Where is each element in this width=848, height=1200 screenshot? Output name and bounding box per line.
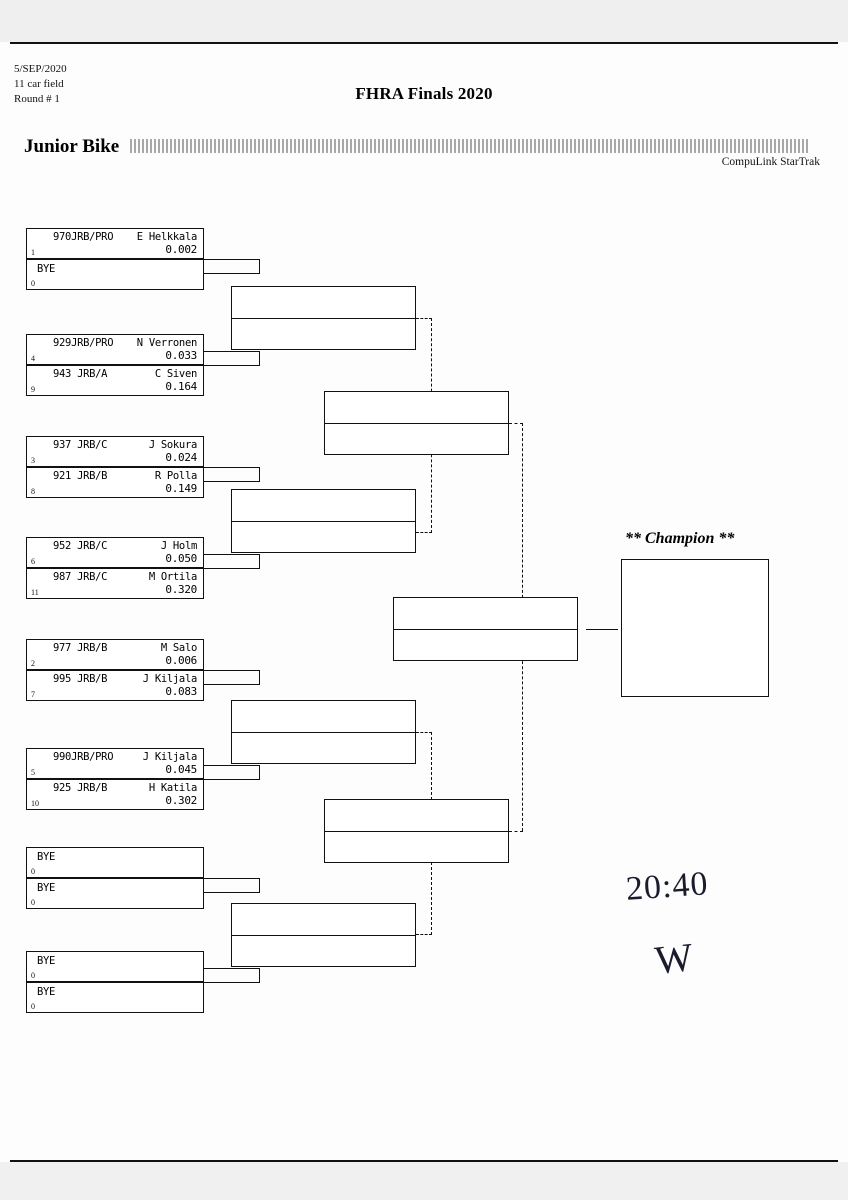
bracket-entry[interactable] xyxy=(26,748,204,779)
round2-slot-box[interactable] xyxy=(231,903,416,967)
entry-driver: E Helkkala xyxy=(136,231,197,243)
connector-line xyxy=(259,554,260,568)
bracket-entry[interactable] xyxy=(26,779,204,810)
connector-line xyxy=(204,568,260,569)
entry-et: 0.320 xyxy=(165,583,197,596)
connector-line xyxy=(259,765,260,779)
entry-et: 0.024 xyxy=(165,451,197,464)
slot-divider xyxy=(232,521,415,522)
connector-line xyxy=(204,365,260,366)
entry-seed: 1 xyxy=(31,248,35,257)
scan-edge-bottom xyxy=(0,1162,848,1200)
entry-car: 929JRB/PRO xyxy=(53,337,114,349)
handwritten-signature: W xyxy=(652,934,696,983)
connector-line xyxy=(204,670,260,671)
connector-dashed xyxy=(522,646,523,831)
bracket-entry[interactable] xyxy=(26,259,204,290)
bracket-entry[interactable] xyxy=(26,878,204,909)
connector-line xyxy=(204,684,260,685)
connector-dashed xyxy=(416,318,432,319)
entry-driver: C Siven xyxy=(154,368,197,380)
entry-et: 0.164 xyxy=(165,380,197,393)
entry-car: 925 JRB/B xyxy=(53,782,108,794)
entry-car: 995 JRB/B xyxy=(53,673,108,685)
bracket-entry[interactable] xyxy=(26,639,204,670)
connector-line xyxy=(204,765,260,766)
connector-dashed xyxy=(416,532,432,533)
connector-line xyxy=(204,467,260,468)
connector-line xyxy=(204,878,260,879)
entry-seed: 3 xyxy=(31,456,35,465)
entry-seed: 4 xyxy=(31,354,35,363)
connector-line xyxy=(204,273,260,274)
entry-car: 943 JRB/A xyxy=(53,368,108,380)
entry-seed: 0 xyxy=(31,867,35,876)
entry-car: BYE xyxy=(37,955,56,967)
entry-et: 0.302 xyxy=(165,794,197,807)
vendor-label: CompuLink StarTrak xyxy=(721,156,820,168)
final-slot-box[interactable] xyxy=(393,597,578,661)
connector-line xyxy=(259,968,260,982)
bracket-entry[interactable] xyxy=(26,537,204,568)
bracket-entry[interactable] xyxy=(26,847,204,878)
round2-slot-box[interactable] xyxy=(231,489,416,553)
bracket-entry[interactable] xyxy=(26,467,204,498)
entry-seed: 0 xyxy=(31,971,35,980)
entry-car: BYE xyxy=(37,882,56,894)
connector-line xyxy=(259,670,260,684)
champion-label: ** Champion ** xyxy=(625,530,735,547)
entry-et: 0.050 xyxy=(165,552,197,565)
round3-slot-box[interactable] xyxy=(324,391,509,455)
header-rule xyxy=(10,42,838,44)
bracket-entry[interactable] xyxy=(26,436,204,467)
meta-date: 5/SEP/2020 xyxy=(14,63,67,75)
entry-driver: J Kiljala xyxy=(142,751,197,763)
round3-slot-box[interactable] xyxy=(324,799,509,863)
connector-dashed xyxy=(522,423,523,608)
handwritten-time: 20:40 xyxy=(624,865,710,908)
entry-seed: 0 xyxy=(31,898,35,907)
bracket-entry[interactable] xyxy=(26,951,204,982)
slot-divider xyxy=(394,629,577,630)
round2-slot-box[interactable] xyxy=(231,286,416,350)
connector-line xyxy=(204,554,260,555)
entry-car: 952 JRB/C xyxy=(53,540,108,552)
connector-line xyxy=(204,351,260,352)
entry-driver: J Kiljala xyxy=(142,673,197,685)
entry-car: 921 JRB/B xyxy=(53,470,108,482)
entry-seed: 7 xyxy=(31,690,35,699)
scan-edge-top xyxy=(0,0,848,42)
class-title-rule xyxy=(130,139,810,153)
connector-line xyxy=(259,878,260,892)
entry-driver: J Sokura xyxy=(148,439,197,451)
slot-divider xyxy=(232,318,415,319)
entry-driver: M Ortila xyxy=(148,571,197,583)
connector-line xyxy=(204,481,260,482)
entry-car: 990JRB/PRO xyxy=(53,751,114,763)
entry-seed: 0 xyxy=(31,279,35,288)
meta-field: 11 car field xyxy=(14,78,64,90)
slot-divider xyxy=(232,935,415,936)
entry-seed: 2 xyxy=(31,659,35,668)
entry-car: BYE xyxy=(37,986,56,998)
entry-driver: J Holm xyxy=(160,540,197,552)
entry-driver: N Verronen xyxy=(136,337,197,349)
entry-driver: M Salo xyxy=(160,642,197,654)
connector-line xyxy=(259,259,260,273)
entry-car: BYE xyxy=(37,263,56,275)
entry-car: 937 JRB/C xyxy=(53,439,108,451)
entry-et: 0.006 xyxy=(165,654,197,667)
entry-et: 0.149 xyxy=(165,482,197,495)
bracket-entry[interactable] xyxy=(26,982,204,1013)
class-title: Junior Bike xyxy=(24,136,120,157)
entry-seed: 8 xyxy=(31,487,35,496)
entry-seed: 9 xyxy=(31,385,35,394)
entry-seed: 11 xyxy=(31,588,39,597)
entry-car: BYE xyxy=(37,851,56,863)
bracket-entry[interactable] xyxy=(26,228,204,259)
slot-divider xyxy=(325,423,508,424)
champion-box[interactable] xyxy=(621,559,769,697)
entry-car: 970JRB/PRO xyxy=(53,231,114,243)
connector-line xyxy=(204,779,260,780)
connector-dashed xyxy=(416,732,432,733)
connector-line xyxy=(259,467,260,481)
slot-divider xyxy=(325,831,508,832)
entry-et: 0.033 xyxy=(165,349,197,362)
connector-line xyxy=(204,968,260,969)
entry-seed: 10 xyxy=(31,799,39,808)
slot-divider xyxy=(232,732,415,733)
bracket-entry[interactable] xyxy=(26,334,204,365)
page-title: FHRA Finals 2020 xyxy=(355,84,493,103)
entry-et: 0.045 xyxy=(165,763,197,776)
entry-et: 0.083 xyxy=(165,685,197,698)
bracket-entry[interactable] xyxy=(26,365,204,396)
entry-seed: 6 xyxy=(31,557,35,566)
meta-round: Round # 1 xyxy=(14,93,60,105)
connector-line xyxy=(259,351,260,365)
connector-line xyxy=(204,892,260,893)
connector-dashed xyxy=(509,423,523,424)
entry-car: 987 JRB/C xyxy=(53,571,108,583)
entry-seed: 5 xyxy=(31,768,35,777)
connector-line xyxy=(204,259,260,260)
bracket-entry[interactable] xyxy=(26,670,204,701)
entry-et: 0.002 xyxy=(165,243,197,256)
connector-dashed xyxy=(416,934,432,935)
entry-seed: 0 xyxy=(31,1002,35,1011)
entry-driver: H Katila xyxy=(148,782,197,794)
connector-line xyxy=(204,982,260,983)
round2-slot-box[interactable] xyxy=(231,700,416,764)
bracket-entry[interactable] xyxy=(26,568,204,599)
entry-driver: R Polla xyxy=(154,470,197,482)
connector-dashed xyxy=(509,831,523,832)
entry-car: 977 JRB/B xyxy=(53,642,108,654)
connector-line xyxy=(586,629,618,630)
